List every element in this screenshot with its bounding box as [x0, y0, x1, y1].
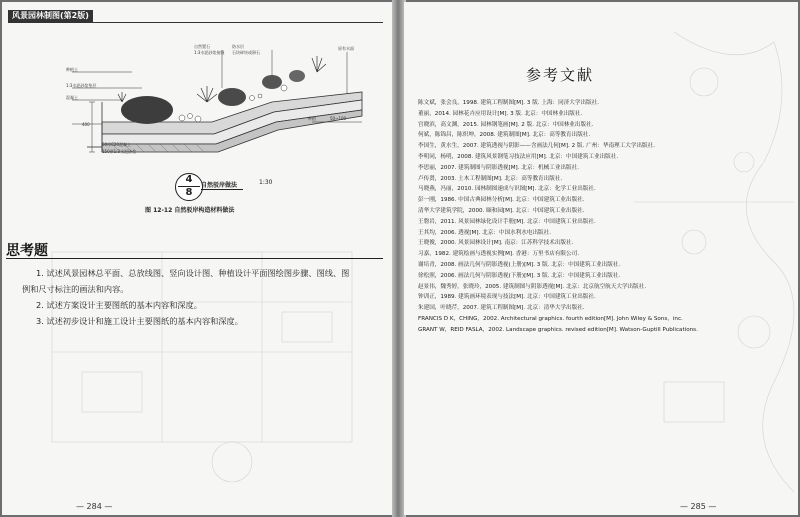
figure-label: 自然置石	[194, 44, 210, 49]
reference-item: 董丽，2014. 园林花卉应用设计[M]. 3 版. 北京：中国林业出版社.	[418, 110, 583, 117]
reference-item: 卢传贤，2003. 土木工程制图[M]. 北京：高等教育出版社.	[418, 175, 563, 182]
section-rule	[6, 258, 383, 259]
detail-symbol-scale: 1:30	[259, 179, 273, 186]
question-line: 1. 试述风景园林总平面、总放线图、竖向设计图、种植设计平面图绘图步骤、图线、图	[36, 268, 350, 278]
reference-item: 清华大学建筑学院，2000. 颐和园[M]. 北京：中国建筑工业出版社.	[418, 207, 585, 214]
figure-caption: 图 12-12 自然驳岸构造材料做法	[145, 207, 235, 214]
figure-label: 400	[82, 122, 90, 127]
detail-symbol	[175, 173, 203, 201]
figure-label: 种植土	[66, 67, 78, 72]
reference-item: 王其均，2006. 透视[M]. 北京：中国水利水电出版社.	[418, 229, 552, 236]
reference-item: 李思丽，2007. 建筑制图与阴影透视[M]. 北京：机械工业出版社.	[418, 164, 579, 171]
figure-label: 防水层	[232, 44, 244, 49]
reference-item: 彭一刚，1986. 中国古典园林分析[M]. 北京：中国建筑工业出版社.	[418, 197, 585, 204]
references-title: 参考文献	[526, 66, 595, 84]
bleed-through-drawing	[42, 212, 382, 502]
figure-label: 混凝土	[66, 95, 78, 100]
detail-symbol-number: 4	[185, 174, 193, 185]
reference-item: 王晓俊，2000. 风景园林设计[M]. 南京：江苏科学技术出版社.	[418, 240, 574, 247]
question-line: 2. 试述方案设计主要图纸的基本内容和深度。	[36, 300, 202, 310]
reference-item: 钟训正，1989. 建筑画环境表现与技法[M]. 北京：中国建筑工业出版社.	[418, 294, 596, 301]
figure-label: 石块碎块或卵石	[232, 50, 260, 55]
detail-symbol-sheet: 8	[185, 187, 193, 198]
running-head-rule	[8, 22, 383, 23]
reference-item: FRANCIS D K，CHING，2002. Architectural graphics. fourth edition[M]. John Wiley & Sons，inc.	[418, 315, 683, 322]
reference-item: 陈文斌，张会良，1998. 建筑工程制图[M]. 3 版. 上海：同济大学出版社.	[418, 100, 600, 106]
reference-item: 习嘉，1982. 建筑绘画与透视实例[M]. 香港：万里书店有限公司.	[418, 251, 579, 258]
reference-item: 李明同，杨明，2008. 建筑风景钢笔习技法应用[M]. 北京：中国建筑工业出版社.	[418, 153, 619, 160]
reference-item: 谢培青，2008. 画法几何与阴影透视(上册)[M]. 3 版. 北京：中国建筑工业出版社.	[418, 261, 621, 268]
question-line: 3. 试述初步设计和施工设计主要图纸的基本内容和深度。	[36, 316, 243, 326]
figure-label: 1:3水泥砂浆接缝	[194, 50, 225, 55]
reference-item: 李国生，黄水生，2007. 建筑透视与阴影——含画法几何[M]. 2 版. 广州：华南理工大学出版社.	[418, 143, 655, 150]
figure-label: 60厚C20混凝土	[102, 142, 131, 147]
figure-label: 种植	[308, 116, 316, 121]
figure-label: 1:3水泥砂浆垫层	[66, 83, 97, 88]
reference-item: 何斌，陈锦昌，陈炽坤，2008. 建筑制图[M]. 北京：高等教育出版社.	[418, 132, 591, 139]
right-page	[404, 2, 798, 515]
section-title: 思考题	[6, 243, 48, 259]
figure-label: 150厚1:3水泥砂浆	[102, 149, 137, 154]
reference-item: 马晓燕，冯丽，2010. 园林制图速成与识图[M]. 北京：化学工业出版社.	[418, 186, 596, 193]
reference-item: 赵景伟，魏秀婷，张晓玲，2005. 建筑制图与阴影透视[M]. 北京：北京航空航天大学出版社.	[418, 283, 647, 290]
page-number: — 284 —	[76, 502, 113, 511]
page-number: — 285 —	[680, 502, 717, 511]
reference-item: 徐松照，2006. 画法几何与阴影透视(下册)[M]. 3 版. 北京：中国建筑工业出版社.	[418, 272, 621, 279]
running-head	[6, 10, 383, 22]
reference-item: 朱建国，叶晓芹，2007. 建筑工程制图[M]. 北京：清华大学出版社.	[418, 305, 585, 312]
left-page	[2, 2, 394, 515]
detail-symbol-name: 自然驳岸做法	[201, 180, 243, 190]
reference-item: 宫晓滨，高文渊，2015. 园林钢笔画[M]. 2 版. 北京：中国林业出版社.	[418, 121, 594, 128]
running-head-title: 风景园林制图(第2版)	[8, 10, 93, 22]
figure-label: 原有水面	[338, 46, 354, 51]
figure-label: 50~100	[330, 116, 347, 121]
question-line: 例和尺寸标注的画法和内容。	[22, 284, 129, 294]
reference-item: GRANT W，REID FASLA，2002. Landscape graphics. revised edition[M]. Watson-Guptill Publications.	[418, 326, 698, 333]
reference-item: 王磐岩，2011. 风景园林绿化设计手册[M]. 北京：中国建筑工业出版社.	[418, 218, 596, 225]
references-list	[418, 98, 718, 336]
